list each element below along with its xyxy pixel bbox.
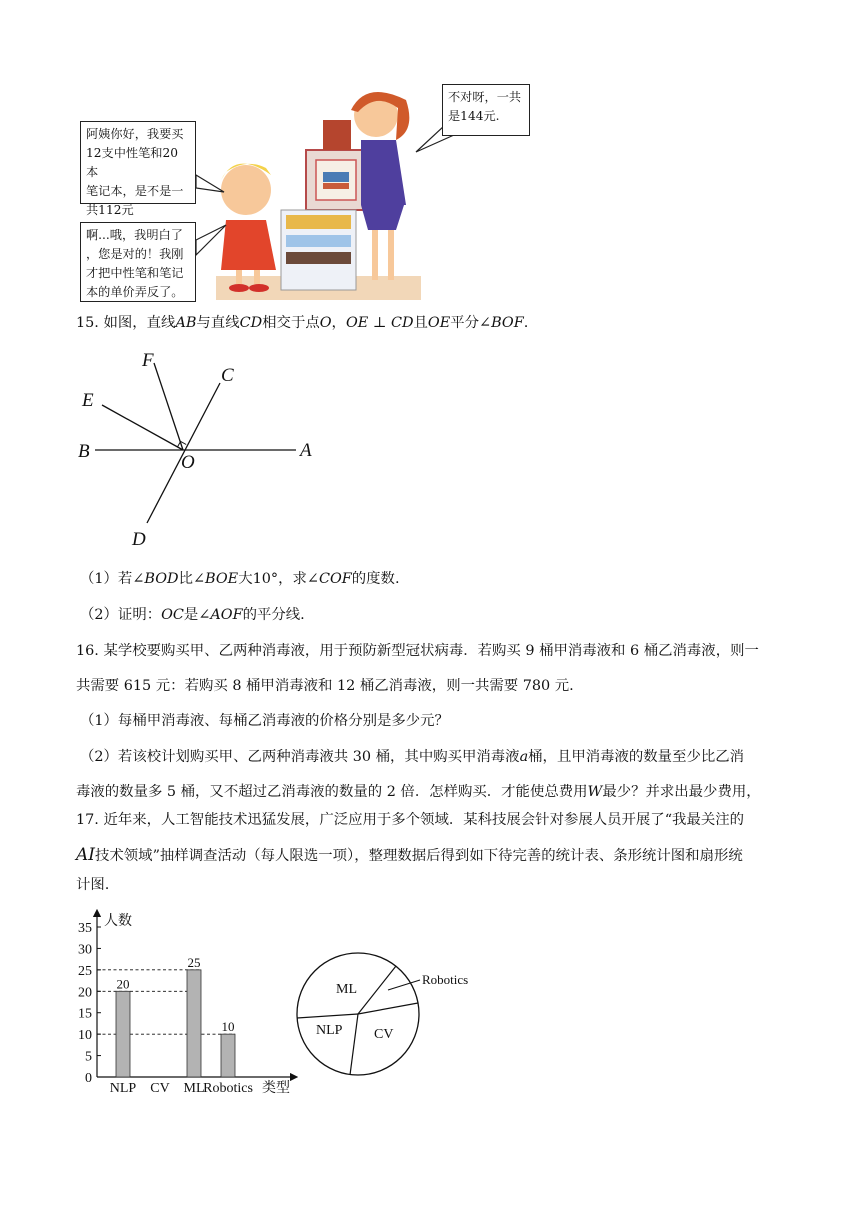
y-tick-label: 30 <box>78 942 92 958</box>
q15-number: 15. <box>76 315 99 331</box>
speech-bubble-woman: 不对呀，一共 是144元. <box>442 84 530 136</box>
q15-math: CD <box>239 315 263 331</box>
y-tick-label: 10 <box>78 1028 92 1044</box>
q15-text: 相交于点 <box>262 315 320 331</box>
q16-part2-text: 桶，且甲消毒液的数量至少比乙消 <box>528 749 745 765</box>
q15-math: AB <box>175 315 197 331</box>
books-icon <box>323 172 349 182</box>
label-f: F <box>142 350 154 371</box>
bar-chart <box>66 905 306 1097</box>
q15-part1-math: ∠BOD <box>132 571 179 587</box>
q15-text: ， <box>331 315 346 331</box>
geometry-diagram <box>70 345 330 555</box>
label-c: C <box>221 365 234 386</box>
q15-part2 <box>80 605 305 625</box>
y-tick-label: 20 <box>78 985 92 1001</box>
category-labels <box>110 1081 253 1096</box>
x-axis-label: 类型 <box>262 1081 290 1096</box>
cups-stack <box>323 120 351 150</box>
q15-part2-math: OC <box>161 607 184 623</box>
speech-bubble-girl-question: 阿姨你好，我要买 12支中性笔和20本 笔记本，是不是一 共112元 <box>80 121 196 204</box>
q16-part2-line1 <box>80 747 744 767</box>
girl-leg <box>236 270 242 284</box>
y-tick-label: 25 <box>78 963 92 979</box>
pie-label-cv: CV <box>374 1027 394 1042</box>
q16-part2-math: W <box>587 784 603 800</box>
label-a: A <box>300 440 312 461</box>
girl-leg-2 <box>254 270 260 284</box>
category-label-robotics: Robotics <box>203 1081 253 1096</box>
q15-part1-text: 大 <box>238 571 253 587</box>
q15-text: 如图，直线 <box>103 315 176 331</box>
girl-shoe <box>229 284 249 292</box>
girl-face <box>221 165 271 215</box>
q15-text: 与直线 <box>196 315 240 331</box>
q16-part2-line2 <box>76 782 761 802</box>
pie-chart <box>292 950 492 1080</box>
q15-math: OE ⊥ CD <box>345 315 414 331</box>
category-label-ml: ML <box>183 1081 205 1096</box>
bubble-tail-left-top <box>196 175 224 192</box>
bar-ml <box>187 970 201 1077</box>
q15-part1 <box>80 569 400 589</box>
books-icon-2 <box>323 183 349 189</box>
pie-chart-svg <box>292 950 492 1080</box>
woman-leg <box>372 230 378 280</box>
q15-part2-text: 是 <box>183 607 199 623</box>
woman-skirt <box>361 205 404 230</box>
woman-shirt <box>361 140 406 205</box>
q16-part2-text: 最少？并求出最少费用， <box>602 784 761 800</box>
q16-part1: （1）每桶甲消毒液、每桶乙消毒液的价格分别是多少元？ <box>80 713 449 729</box>
pie-label-nlp: NLP <box>316 1023 343 1038</box>
q15-math: OE <box>427 315 451 331</box>
q15-part1-math: ∠COF <box>306 571 352 587</box>
y-tick-label: 0 <box>85 1071 92 1086</box>
q15-part2-text: 的平分线. <box>242 607 305 623</box>
data-label-ml: 25 <box>187 954 201 970</box>
q15-part1-math: 10° <box>252 571 279 587</box>
bar-nlp <box>116 991 130 1077</box>
q15-part1-text: 比 <box>178 571 193 587</box>
category-label-nlp: NLP <box>109 1081 137 1096</box>
q17-line1: 17. 近年来，人工智能技术迅猛发展，广泛应用于多个领域．某科技展会针对参展人员开展了“我最关注的 <box>76 812 745 828</box>
q17-text: 技术领域”抽样调查活动（每人限选一项），整理数据后得到如下待完善的统计表、条形统计图和扇形统 <box>95 848 743 864</box>
bars <box>116 955 235 1077</box>
q16-line1: 16. 某学校要购买甲、乙两种消毒液，用于预防新型冠状病毒．若购买 9 桶甲消毒液和 6 桶乙消毒液，则一 <box>76 643 759 659</box>
cartoon-illustration <box>76 80 531 302</box>
q17-ai: AI <box>76 845 95 865</box>
girl-shoe-2 <box>249 284 269 292</box>
q16-part2-text: （2）若该校计划购买甲、乙两种消毒液共 30 桶，其中购买甲消毒液 <box>80 749 520 765</box>
pie-label-robotics: Robotics <box>422 972 469 987</box>
q15-math: O <box>319 315 332 331</box>
q16-line2: 共需要 615 元：若购买 8 桶甲消毒液和 12 桶乙消毒液，则一共需要 780 元. <box>76 678 574 694</box>
bubble-tail-left-bottom <box>196 225 226 255</box>
q15-part2-math: ∠AOF <box>198 607 243 623</box>
shelf-row-3 <box>286 252 351 264</box>
q15-text: 且 <box>413 315 428 331</box>
q15-part2-text: （2）证明： <box>80 607 162 623</box>
label-b: B <box>78 441 90 462</box>
q15-math: ∠BOF <box>479 315 524 331</box>
speech-bubble-girl-reply: 啊...哦，我明白了 ，您是对的！我刚 才把中性笔和笔记 本的单价弄反了。 <box>80 222 196 302</box>
q16-part2-math: a <box>519 749 529 765</box>
y-tick-label: 15 <box>78 1006 92 1022</box>
category-label-cv: CV <box>150 1081 170 1096</box>
q15-text: . <box>523 315 529 331</box>
q15-part1-text: 的度数. <box>351 571 400 587</box>
q15-part1-text: （1）若 <box>80 571 133 587</box>
y-tick-label: 35 <box>78 921 92 936</box>
shelf-row-1 <box>286 215 351 229</box>
q15-part1-math: ∠BOE <box>192 571 239 587</box>
q15-stem <box>76 313 528 333</box>
y-tick-label: 5 <box>85 1049 92 1065</box>
q16-part2-text: 毒液的数量多 5 桶，又不超过乙消毒液的数量的 2 倍．怎样购买．才能使总费用 <box>76 784 588 800</box>
girl-dress <box>221 220 276 270</box>
data-label-nlp: 20 <box>116 976 130 992</box>
data-label-robotics: 10 <box>221 1019 235 1035</box>
q17-line2 <box>76 845 743 866</box>
q15-figure <box>70 345 330 555</box>
label-d: D <box>132 529 146 550</box>
q15-text: 平分 <box>450 315 480 331</box>
label-e: E <box>82 390 94 411</box>
q17-line3: 计图. <box>76 877 110 893</box>
pie-label-ml: ML <box>336 982 357 997</box>
woman-leg-2 <box>388 230 394 280</box>
q15-part1-text: ，求 <box>278 571 307 587</box>
y-axis-label: 人数 <box>104 914 132 929</box>
bar-robotics <box>221 1034 235 1077</box>
bar-chart-svg <box>66 905 306 1097</box>
label-o: O <box>181 452 195 473</box>
shelf-row-2 <box>286 235 351 247</box>
